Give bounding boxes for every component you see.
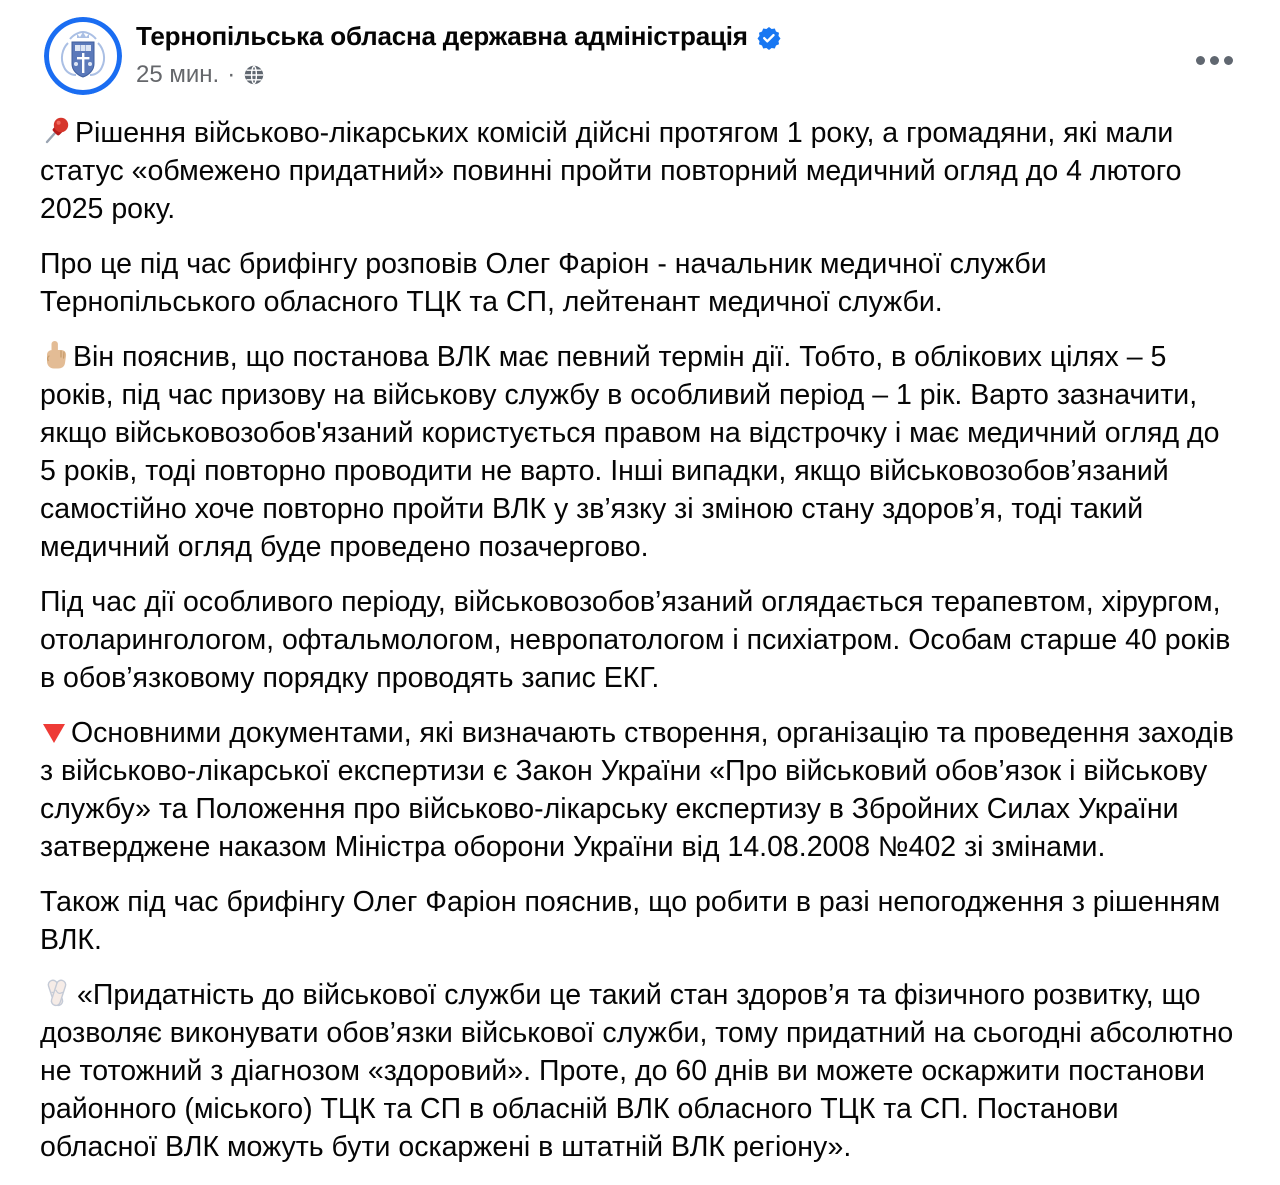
ballet-shoes-emoji <box>40 977 74 1009</box>
post-paragraph: Про це під час брифінгу розповів Олег Фаріон - начальник медичної служби Тернопільського обласного ТЦК та СП, лейтенант медичної служби. <box>40 248 1047 318</box>
public-globe-icon <box>243 64 265 86</box>
post-paragraph: Він пояснив, що постанова ВЛК має певний термін дії. Тобто, в облікових цілях – 5 років, під час призову на військову службу в особливий період – 1 рік. Варто зазначити, якщо військовозобов'язаний користується правом на відстрочку і має медичний огляд до 5 років, тоді повторно проводити не варто. Інші випадки, якщо військовозобов’язаний самостійно хоче повторно пройти ВЛК у зв’язку зі зміною стану здоров’я, тоді такий медичний огляд буде проведено позачергово. <box>40 341 1220 563</box>
timestamp[interactable]: 25 мин. <box>136 61 220 88</box>
verified-badge-icon <box>757 26 781 50</box>
header-text <box>136 17 781 89</box>
page-title[interactable]: Тернопільська обласна державна адміністрація <box>136 21 748 51</box>
post-menu-ellipsis-icon[interactable] <box>1190 43 1238 77</box>
post-paragraph: Основними документами, які визначають створення, організацію та проведення заходів з військово-лікарської експертизи є Закон України «Про військовий обов’язок і військову службу» та Положення про військово-лікарську експертизу в Збройних Силах України затверджене наказом Міністра оборони України від 14.08.2008 №402 зі змінами. <box>40 717 1234 863</box>
post-paragraph: «Придатність до військової служби це такий стан здоров’я та фізичного розвитку, що дозволяє виконувати обов’язки військової служби, тому придатний на сьогодні абсолютно не тотожний з діагнозом «здоровий». Проте, до 60 днів ви можете оскаржити постанови районного (міського) ТЦК та СП в обласній ВЛК обласного ТЦК та СП. Постанови обласної ВЛК можуть бути оскаржені в штатній ВЛК регіону». <box>40 979 1234 1163</box>
meta-separator: · <box>227 61 236 88</box>
pushpin-emoji <box>40 115 72 147</box>
post-paragraph: Також під час брифінгу Олег Фаріон пояснив, що робити в разі непогодження з рішенням ВЛК. <box>40 886 1221 956</box>
avatar[interactable] <box>44 17 122 95</box>
post-paragraph: Рішення військово-лікарських комісій дійсні протягом 1 року, а громадяни, які мали статус «обмежено придатний» повинні пройти повторний медичний огляд до 4 лютого 2025 року. <box>40 117 1182 225</box>
post-content <box>40 114 1242 1166</box>
index-pointing-up-emoji <box>40 339 70 371</box>
red-triangle-down-emoji <box>40 719 68 747</box>
post-paragraph: Під час дії особливого періоду, військовозобов’язаний оглядається терапевтом, хірургом, отоларингологом, офтальмологом, невропатологом і психіатром. Особам старше 40 років в обов’язковому порядку проводять запис ЕКГ. <box>40 586 1231 694</box>
post-header <box>40 17 1240 95</box>
